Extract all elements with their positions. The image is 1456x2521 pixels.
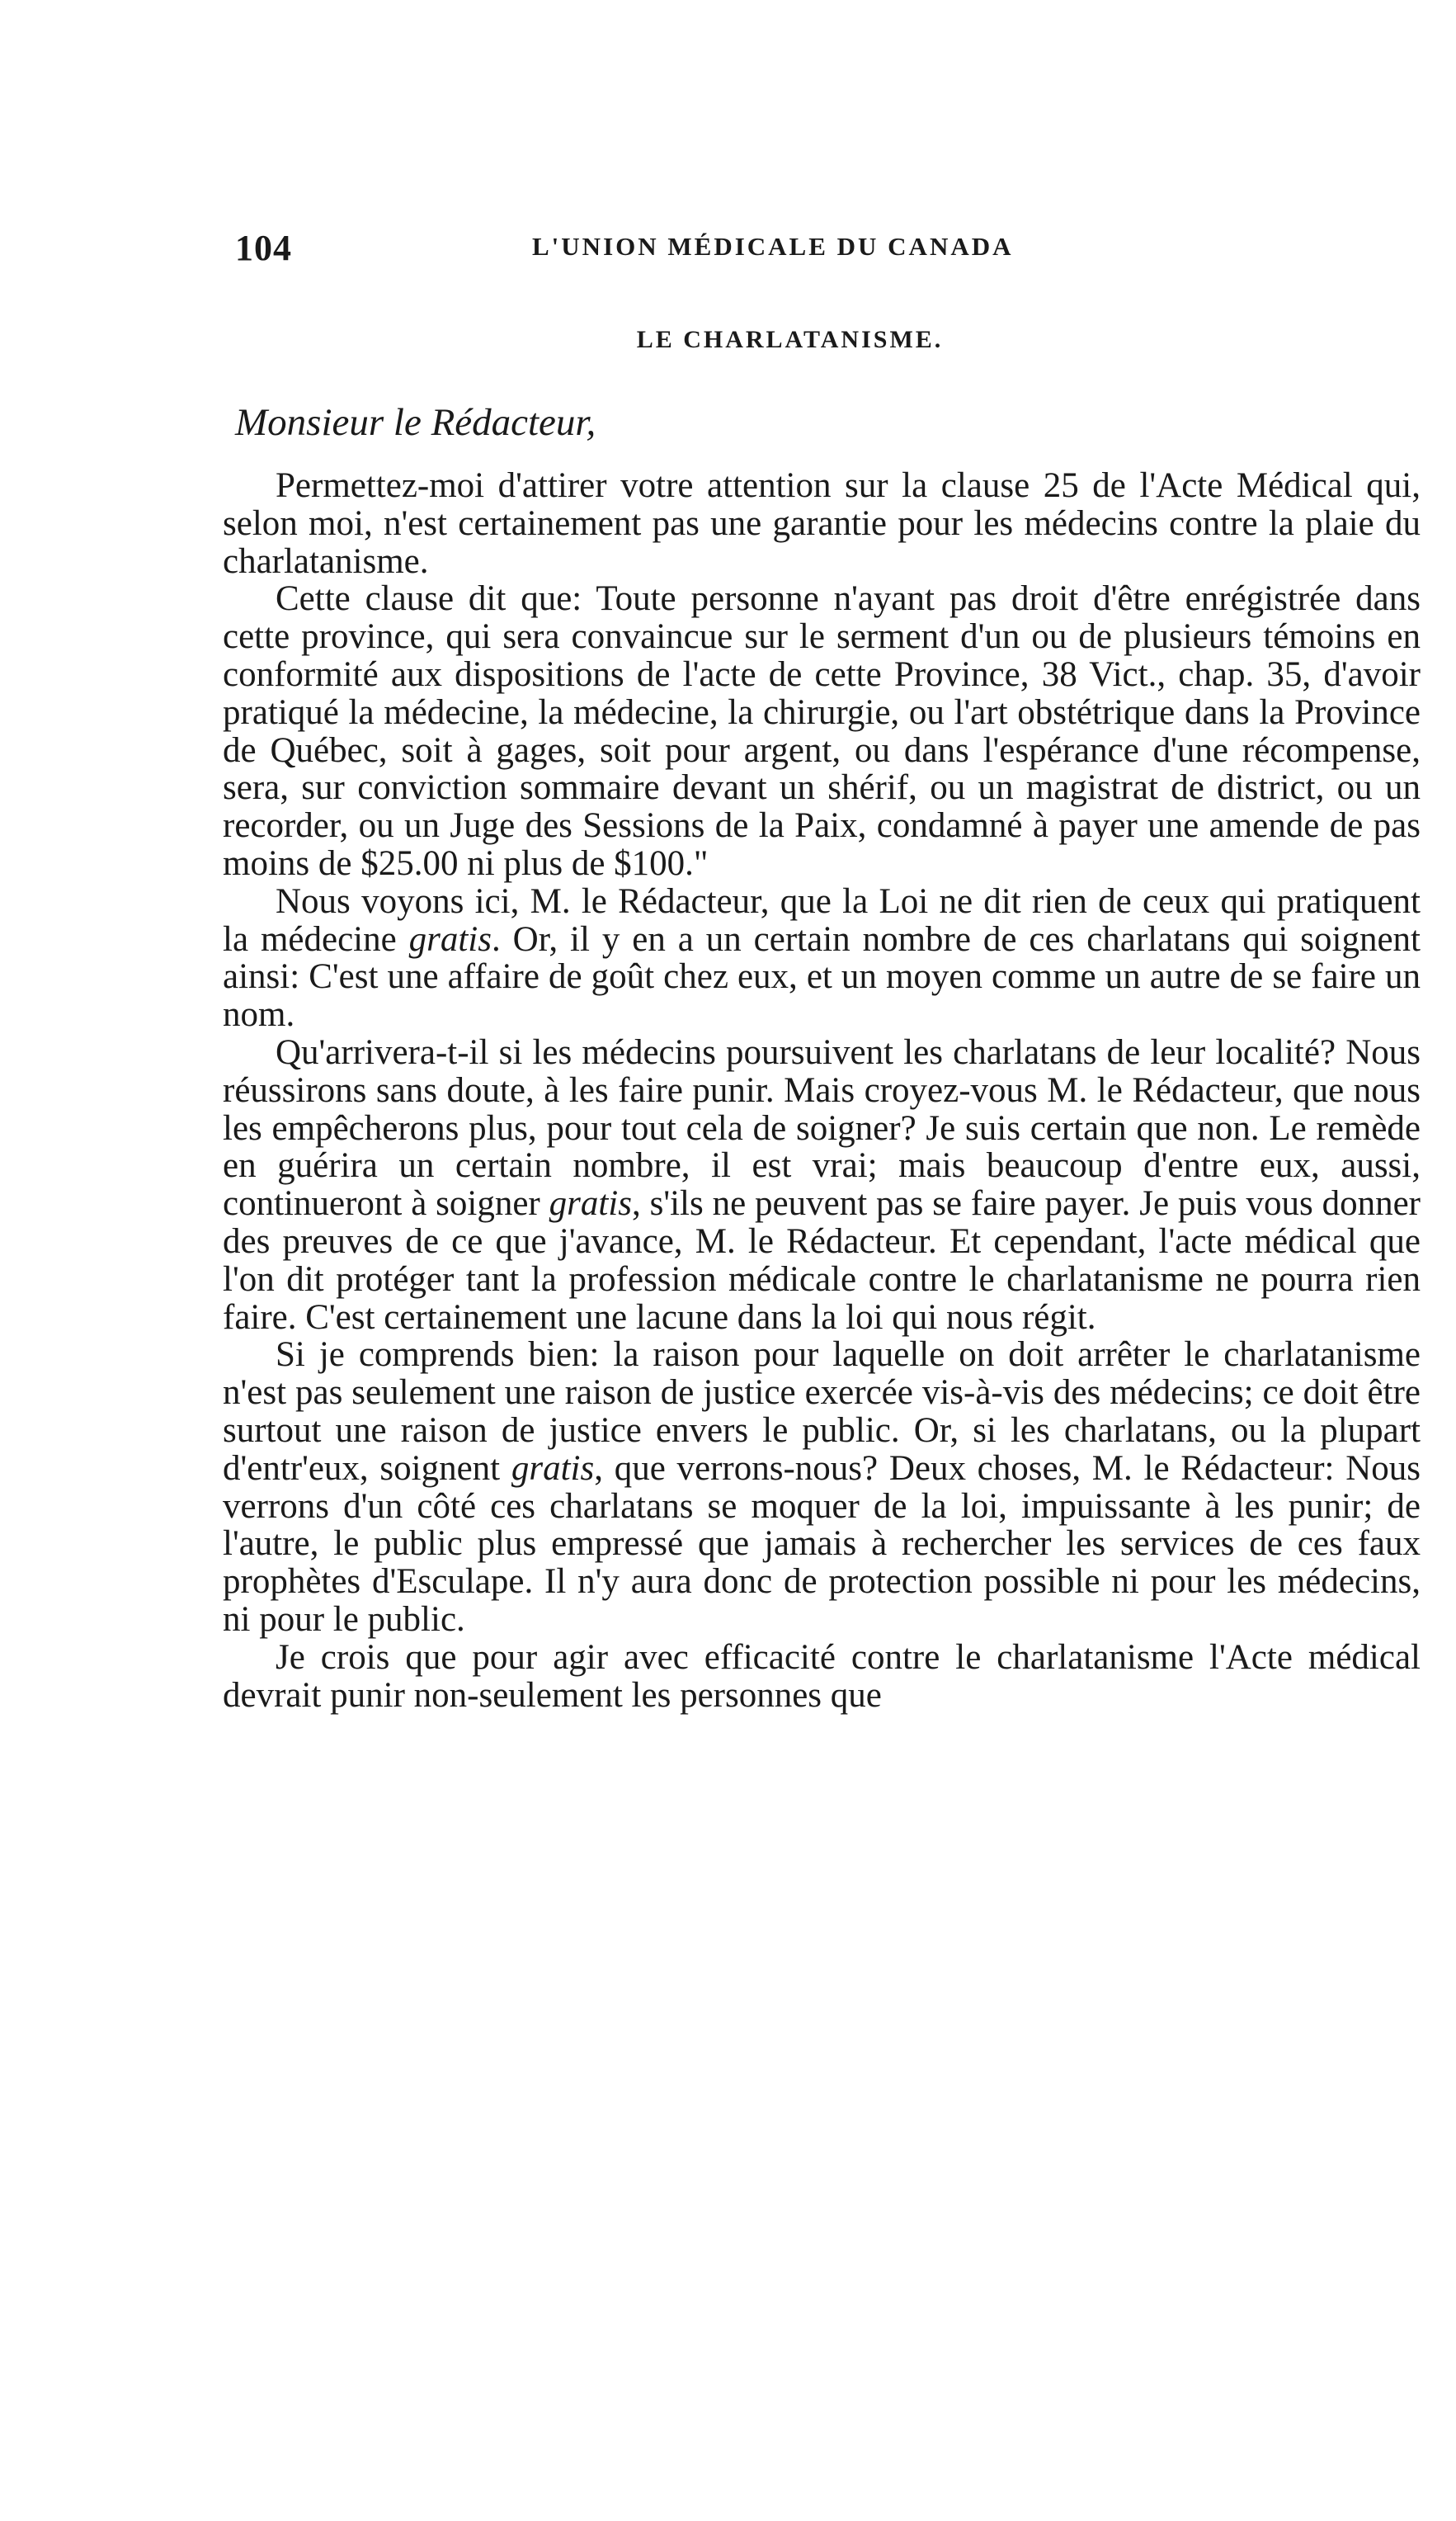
article-body [223, 467, 1421, 1714]
paragraph [223, 883, 1421, 1034]
italic-word: gratis [511, 1448, 595, 1488]
paragraph [223, 1034, 1421, 1336]
running-head [235, 227, 1101, 276]
paragraph [223, 1336, 1421, 1638]
paragraph-text: Nous voyons ici, M. le Rédacteur, que la Loi ne dit rien de ceux qui pratiquent la médecine [223, 881, 1421, 959]
article-title: LE CHARLATANISME. [636, 326, 944, 353]
paragraph: Je crois que pour agir avec efficacité contre le charlatanisme l'Acte médical devrait punir non-seulement les personnes que [223, 1637, 1421, 1715]
paragraph-text: Si je comprends bien: la raison pour laquelle on doit arrêter le charlatanisme n'est pas seulement une raison de justice exercée vis-à-vis des médecins; ce doit être surtout une raison de justice envers le public. Or, si les charlatans, ou la plupart d'entr'eux, soignent [223, 1335, 1421, 1488]
paragraph-text: Qu'arrivera-t-il si les médecins poursuivent les charlatans de leur localité? Nous réussirons sans doute, à les faire punir. Mais croyez-vous M. le Rédacteur, que nous les empêcherons plus, pour tout cela de soigner? Je suis certain que non. Le remède en guérira un certain nombre, il est vrai; mais beaucoup d'entre eux, aussi, continueront à soigner [223, 1032, 1421, 1224]
page-number: 104 [235, 228, 292, 268]
paragraph-text: . Or, il y en a un certain nombre de ces charlatans qui soignent ainsi: C'est une affaire de goût chez eux, et un moyen comme un autre de se faire un nom. [223, 919, 1421, 1035]
journal-title: L'UNION MÉDICALE DU CANADA [532, 232, 1014, 261]
paragraph: Permettez-moi d'attirer votre attention sur la clause 25 de l'Acte Médical qui, selon moi, n'est certainement pas une garantie pour les médecins contre la plaie du charlatanisme. [223, 466, 1421, 581]
paragraph-text: , que verrons-nous? Deux choses, M. le Rédacteur: Nous verrons d'un côté ces charlatans se moquer de la loi, impuissante à les punir; de l'autre, le public plus empressé que jamais à rechercher les services de ces faux prophètes d'Esculape. Il n'y aura donc de protection possible ni pour les médecins, ni pour le public. [223, 1448, 1421, 1639]
italic-word: gratis [408, 919, 492, 959]
salutation: Monsieur le Rédacteur, [235, 401, 596, 444]
italic-word: gratis [549, 1184, 632, 1224]
paragraph: Cette clause dit que: Toute personne n'ayant pas droit d'être enrégistrée dans cette province, qui sera convaincue sur le serment d'un ou de plusieurs témoins en conformité aux dispositions de l'acte de cette Province, 38 Vict., chap. 35, d'avoir pratiqué la médecine, la médecine, la chirurgie, ou l'art obstétrique dans la Province de Québec, soit à gages, soit pour argent, ou dans l'espérance d'une récompense, sera, sur conviction sommaire devant un shérif, ou un magistrat de district, ou un recorder, ou un Juge des Sessions de la Paix, condamné à payer une amende de pas moins de $25.00 ni plus de $100." [223, 579, 1421, 883]
paragraph-text: , s'ils ne peuvent pas se faire payer. Je puis vous donner des preuves de ce que j'avance, M. le Rédacteur. Et cependant, l'acte médical que l'on dit protéger tant la profession médicale contre le charlatanisme ne pourra rien faire. C'est certainement une lacune dans la loi qui nous régit. [223, 1184, 1421, 1337]
